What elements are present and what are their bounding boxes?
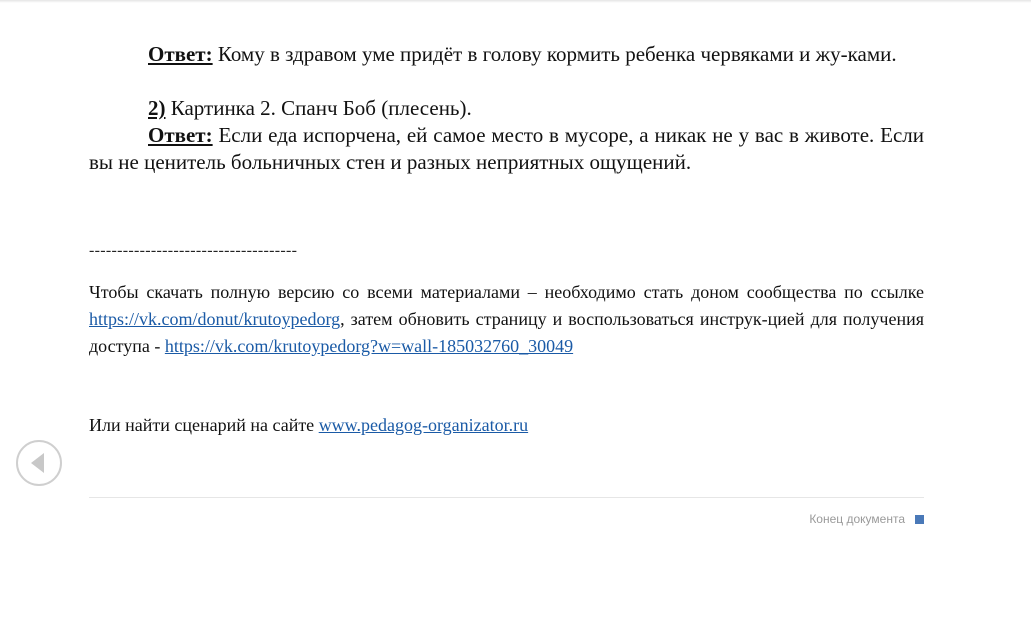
site-paragraph xyxy=(89,412,924,439)
top-shadow xyxy=(0,0,1031,3)
site-text: Или найти сценарий на сайте xyxy=(89,415,319,435)
separator-line: ------------------------------------- xyxy=(89,242,298,259)
answer-label: Ответ: xyxy=(148,123,213,147)
paragraph-answer-1 xyxy=(89,41,924,68)
chevron-left-icon xyxy=(31,453,44,473)
answer-text: Кому в здравом уме придёт в голову кормить ребенка червяками и жу-ками. xyxy=(212,42,897,66)
answer-label: Ответ: xyxy=(148,42,213,66)
donut-link[interactable]: https://vk.com/donut/krutoypedorg xyxy=(89,309,341,329)
paragraph-item-2 xyxy=(89,95,924,122)
item-text: Картинка 2. Спанч Боб (плесень). xyxy=(165,96,472,120)
site-link[interactable]: www.pedagog-organizator.ru xyxy=(318,415,529,435)
back-button[interactable] xyxy=(16,440,62,486)
document-end xyxy=(809,512,924,526)
document-end-rule xyxy=(89,497,924,498)
wall-post-link[interactable]: https://vk.com/krutoypedorg?w=wall-185032760_30049 xyxy=(164,336,574,356)
download-text: Чтобы скачать полную версию со всеми материалами – необходимо стать доном сообщества по ссылке xyxy=(89,282,924,302)
document-end-marker xyxy=(915,515,924,524)
item-number-label: 2) xyxy=(148,96,166,120)
answer-text: Если еда испорчена, ей самое место в мусоре, а никак не у вас в животе. Если вы не ценитель больничных стен и разных неприятных ощущений. xyxy=(89,123,924,174)
paragraph-answer-2 xyxy=(89,122,924,176)
download-paragraph xyxy=(89,279,924,360)
document-end-label: Конец документа xyxy=(809,512,905,526)
download-text-middle: , затем обновить страницу и воспользоваться инструк-цией для получения доступа - xyxy=(89,309,924,356)
